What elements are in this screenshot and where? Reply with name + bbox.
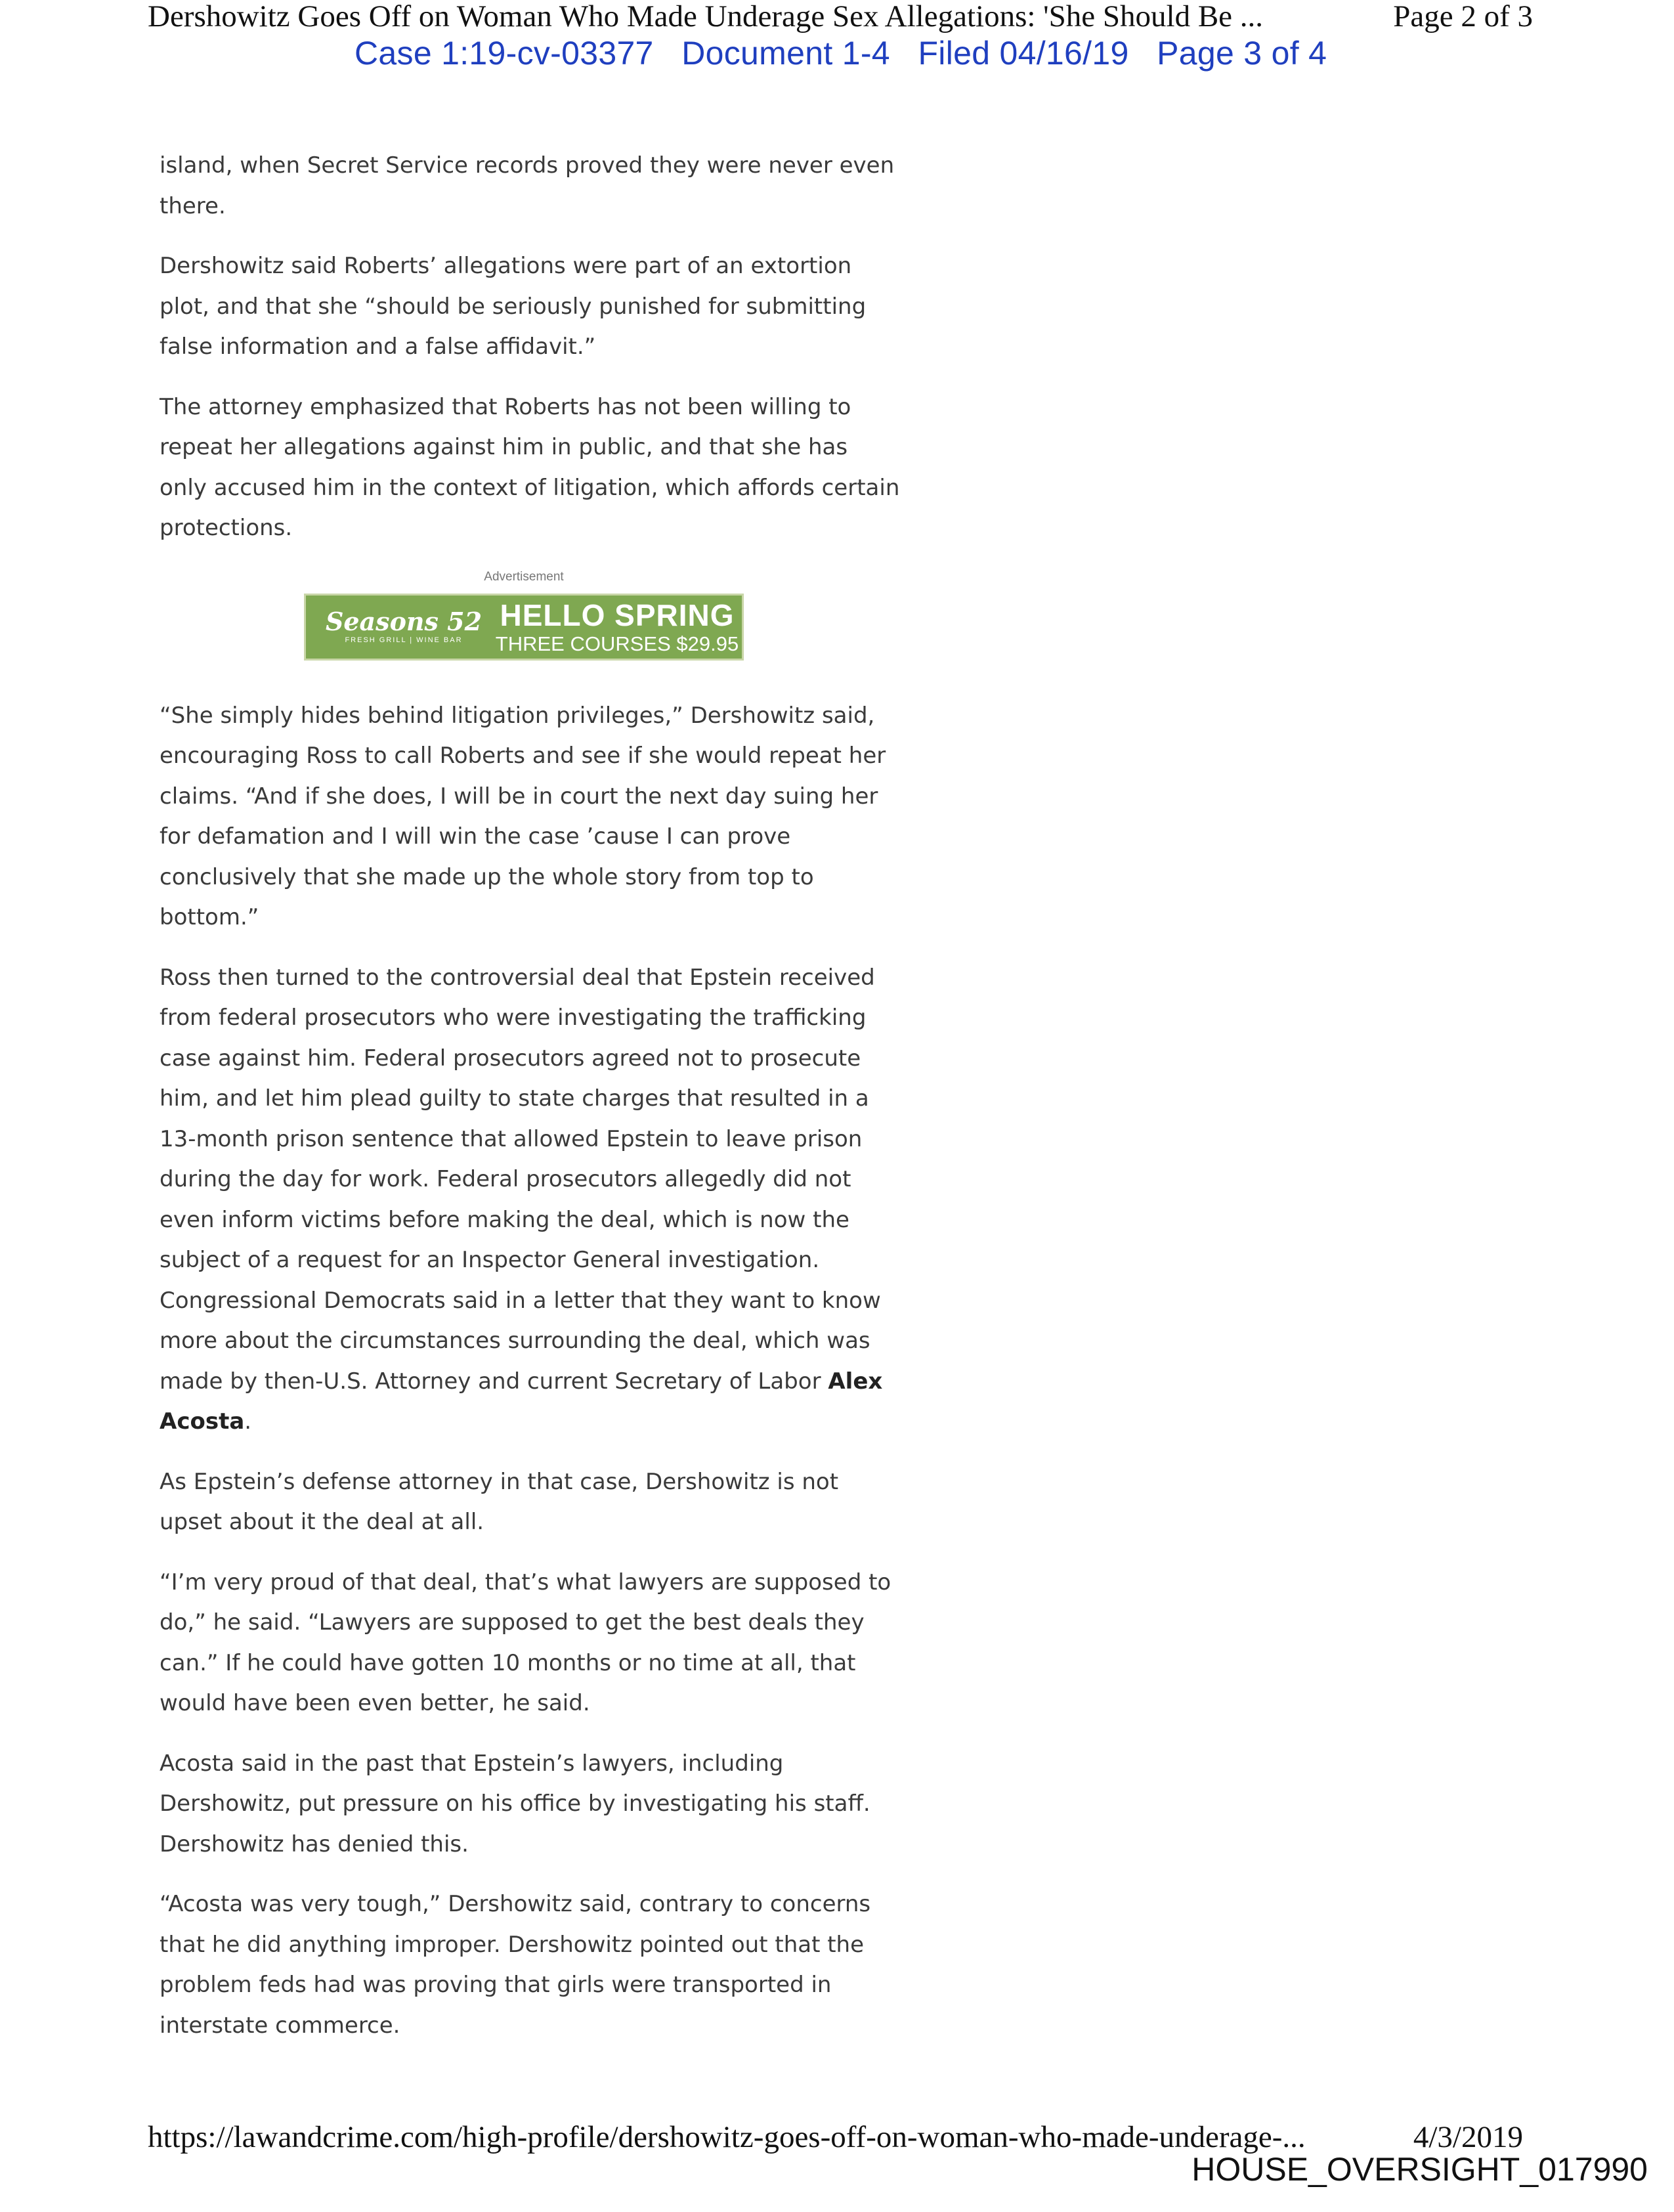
article-paragraph: Acosta said in the past that Epstein’s lawyers, including Dershowitz, put pressure on his office by investigating his staff. Dershowitz has denied this. [160,1750,870,1857]
ad-headline: HELLO SPRING [500,597,735,632]
article-body [160,146,901,2066]
article-paragraph: The attorney emphasized that Roberts has not been willing to repeat her allegations against him in public, and that she has only accused him in the context of litigation, which affords certain protections. [160,393,900,541]
case-filing-stamp: Case 1:19-cv-03377 Document 1-4 Filed 04/16/19 Page 3 of 4 [354,35,1327,72]
print-footer-url: https://lawandcrime.com/high-profile/dershowitz-goes-off-on-woman-who-made-underage-... [148,2120,1306,2154]
article-paragraph [160,958,901,1442]
alex-acosta-link[interactable]: Alex Acosta [160,1368,883,1435]
advertisement-banner[interactable] [304,594,744,661]
print-footer-date: 4/3/2019 [1413,2120,1523,2154]
advertisement-label: Advertisement [484,569,564,584]
article-paragraph: island, when Secret Service records proved they were never even there. [160,152,895,219]
article-paragraph: “Acosta was very tough,” Dershowitz said, contrary to concerns that he did anything improper. Dershowitz pointed out that the problem feds had was proving that girls were transported in interstate commerce. [160,1891,871,2039]
article-paragraph: As Epstein’s defense attorney in that case, Dershowitz is not upset about it the deal at all. [160,1468,839,1535]
ad-brand-logo [306,609,492,644]
print-header-title: Dershowitz Goes Off on Woman Who Made Underage Sex Allegations: 'She Should Be ... [148,0,1264,33]
bates-number: HOUSE_OVERSIGHT_017990 [1191,2151,1648,2188]
ad-copy [492,597,742,655]
ad-brand-name: Seasons 52 [325,607,483,636]
article-paragraph: “I’m very proud of that deal, that’s what lawyers are supposed to do,” he said. “Lawyers are supposed to get the best deals they can.” If he could have gotten 10 months or no time at all, that would have been even better, he said. [160,1569,891,1716]
ad-brand-tagline: FRESH GRILL | WINE BAR [345,636,463,644]
print-footer [148,2119,1523,2155]
print-page-number: Page 2 of 3 [1393,0,1533,33]
ad-offer: THREE COURSES $29.95 [495,632,739,655]
print-header [148,0,1533,34]
article-paragraph-text: Ross then turned to the controversial deal that Epstein received from federal prosecutors who were investigating the trafficking case against him. Federal prosecutors agreed not to prosecute him, and let him plead guilty to state charges that resulted in a 13-month prison sentence that allowed Epstein to leave prison during the day for work. Federal prosecutors allegedly did not even inform victims before making the deal, which is now the subject of a request for an Inspector General investigation. Congressional Democrats said in a letter that they want to know more about the circumstances surrounding the deal, which was made by then-U.S. Attorney and current Secretary of Labor [160,964,881,1395]
article-paragraph-end: . [244,1408,252,1435]
article-paragraph: “She simply hides behind litigation privileges,” Dershowitz said, encouraging Ross to call Roberts and see if she would repeat her claims. “And if she does, I will be in court the next day suing her for defamation and I will win the case ’cause I can prove conclusively that she made up the whole story from top to bottom.” [160,702,886,930]
advertisement [160,569,888,661]
article-paragraph: Dershowitz said Roberts’ allegations were part of an extortion plot, and that she “should be seriously punished for submitting false information and a false affidavit.” [160,253,867,360]
